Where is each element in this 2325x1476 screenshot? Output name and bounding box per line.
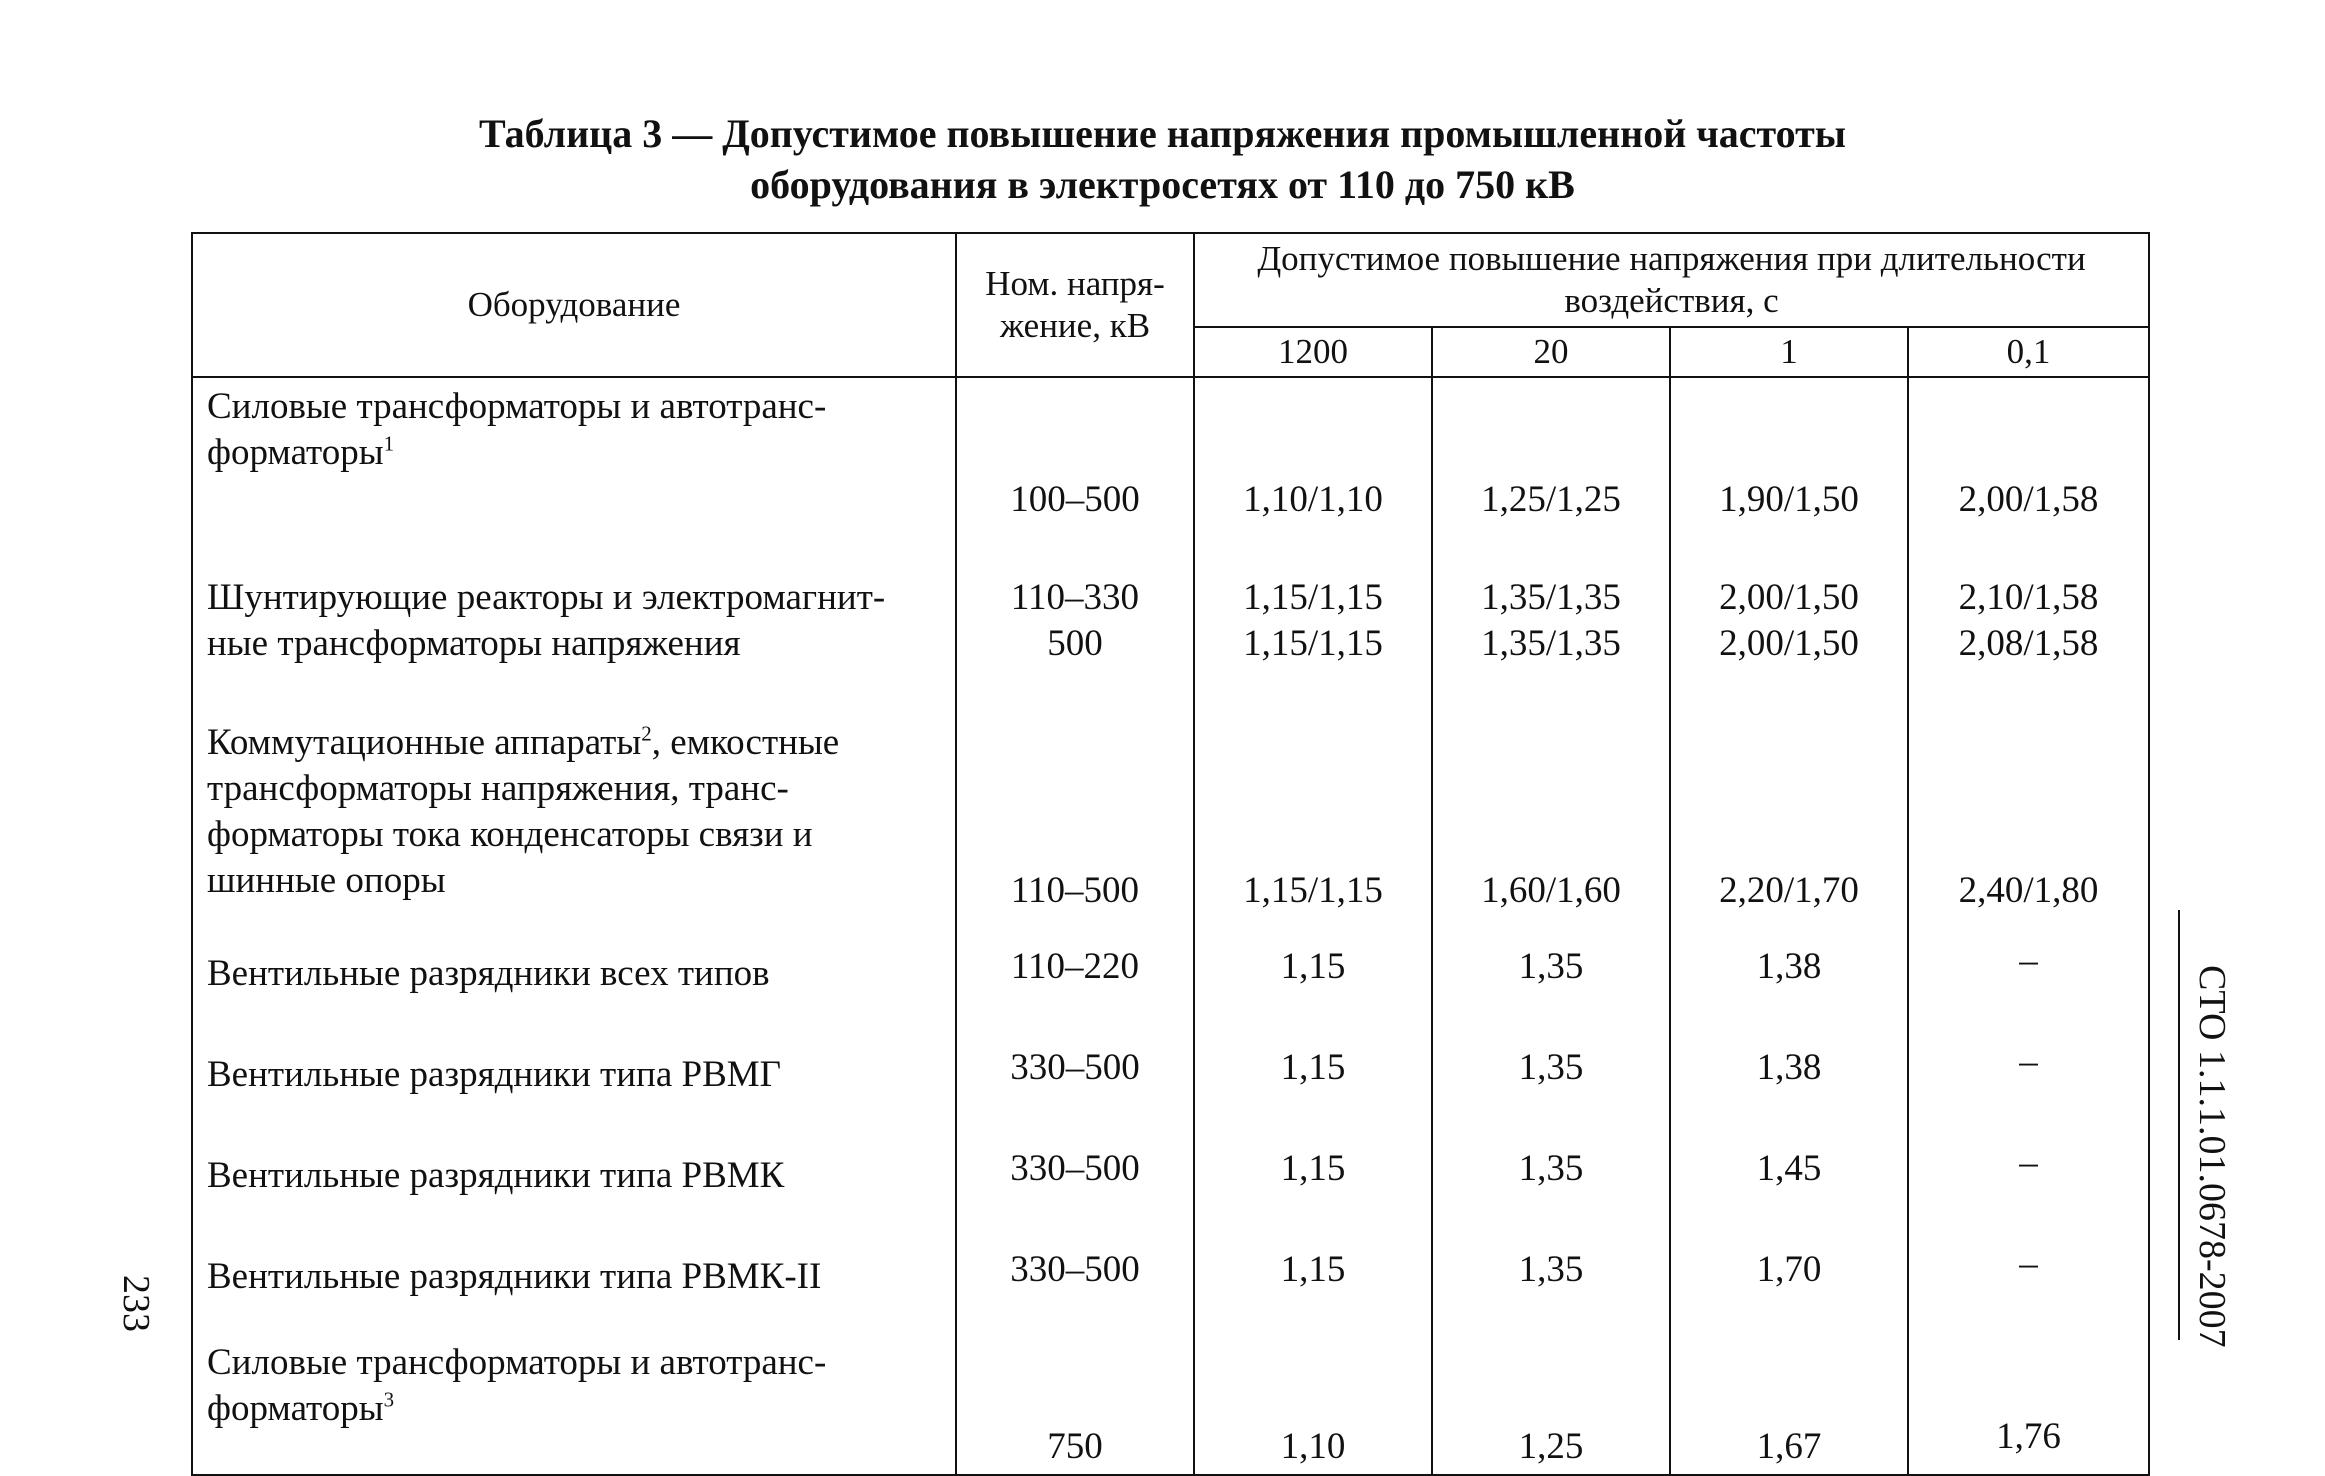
row-value-1: 1,38 — [1670, 916, 1908, 1017]
table-title-line-1: Таблица 3 — Допустимое повышение напряжения промышленной частоты — [478, 111, 1847, 156]
header-nominal-line-2: жение, кВ — [999, 306, 1151, 345]
row-value-1200: 1,15 — [1194, 1219, 1432, 1320]
row-value-1200 — [1194, 555, 1432, 708]
cell-value: 2,10/1,58 — [1958, 577, 2099, 618]
table-row — [192, 1118, 2149, 1219]
page-number: 233 — [115, 1275, 157, 1332]
footnote-marker: 1 — [383, 431, 395, 456]
table-title-line-2: оборудования в электросетях от 110 до 750 кВ — [750, 162, 1575, 207]
footnote-marker: 3 — [383, 1387, 395, 1412]
row-value-20: 1,25/1,25 — [1432, 377, 1670, 555]
row-nominal-voltage: 110–500 — [956, 708, 1194, 916]
row-nominal-voltage: 330–500 — [956, 1118, 1194, 1219]
row-value-1: 1,90/1,50 — [1670, 377, 1908, 555]
row-value-1: 2,20/1,70 — [1670, 708, 1908, 916]
equipment-name-text: , емкостные — [651, 722, 840, 763]
row-equipment-name: Вентильные разрядники типа РВМГ — [192, 1017, 956, 1118]
row-value-0-1: 1,76 — [1908, 1320, 2149, 1475]
equipment-name-line: шинные опоры — [207, 860, 446, 901]
cell-value: 1,35/1,35 — [1481, 577, 1621, 618]
row-value-1: 1,38 — [1670, 1017, 1908, 1118]
header-duration-1200: 1200 — [1194, 327, 1432, 377]
row-equipment-name: Вентильные разрядники типа РВМК-II — [192, 1219, 956, 1320]
header-duration — [1194, 233, 2149, 327]
row-value-0-1: 2,40/1,80 — [1908, 708, 2149, 916]
row-value-0-1 — [1908, 916, 2149, 1017]
row-value-1200: 1,15 — [1194, 1017, 1432, 1118]
voltage-value: 110–330 — [1010, 577, 1140, 618]
row-value-1: 1,70 — [1670, 1219, 1908, 1320]
row-equipment-name: Вентильные разрядники типа РВМК — [192, 1118, 956, 1219]
header-duration-line-2: воздействия, с — [1564, 281, 1779, 320]
header-duration-0-1: 0,1 — [1908, 327, 2149, 377]
row-nominal-voltage: 330–500 — [956, 1219, 1194, 1320]
row-value-20: 1,35 — [1432, 1219, 1670, 1320]
row-nominal-voltage: 330–500 — [956, 1017, 1194, 1118]
table-row — [192, 1219, 2149, 1320]
voltage-value: 500 — [1047, 623, 1103, 664]
table-row — [192, 1320, 2149, 1475]
table-row — [192, 1017, 2149, 1118]
dash-value: – — [2019, 1242, 2038, 1284]
table-row — [192, 708, 2149, 916]
row-value-0-1: 2,00/1,58 — [1908, 377, 2149, 555]
equipment-name-text: форматоры — [207, 1388, 384, 1429]
row-value-1200: 1,10/1,10 — [1194, 377, 1432, 555]
row-value-20: 1,25 — [1432, 1320, 1670, 1475]
row-value-1200: 1,15/1,15 — [1194, 708, 1432, 916]
equipment-name-line — [207, 720, 949, 766]
table-row — [192, 377, 2149, 555]
row-value-0-1 — [1908, 1017, 2149, 1118]
equipment-name-line: Шунтирующие реакторы и электромагнит- — [207, 577, 886, 618]
row-equipment-name — [192, 708, 956, 916]
cell-value: 2,00/1,50 — [1719, 577, 1859, 618]
header-duration-20: 20 — [1432, 327, 1670, 377]
dash-value: – — [2019, 939, 2038, 981]
table-row — [192, 916, 2149, 1017]
row-value-20: 1,35 — [1432, 1017, 1670, 1118]
row-equipment-name — [192, 1320, 956, 1475]
equipment-name-line: форматоры тока конденсаторы связи и — [207, 814, 813, 855]
cell-value: 1,35/1,35 — [1481, 623, 1621, 664]
header-nominal-line-1: Ном. напря- — [985, 264, 1165, 303]
equipment-name-line: Силовые трансформаторы и автотранс- — [207, 386, 827, 427]
dash-value: – — [2019, 1141, 2038, 1183]
document-number: СТО 1.1.1.01.0678-2007 — [2191, 965, 2233, 1348]
row-value-20: 1,60/1,60 — [1432, 708, 1670, 916]
cell-value: 1,15/1,15 — [1243, 623, 1383, 664]
header-equipment: Оборудование — [192, 233, 956, 377]
voltage-table — [191, 232, 2150, 1476]
equipment-name-text: Коммутационные аппараты — [207, 722, 642, 763]
table-title — [0, 108, 2325, 210]
row-value-1200: 1,15 — [1194, 1118, 1432, 1219]
cell-value: 2,08/1,58 — [1958, 623, 2099, 664]
header-duration-line-1: Допустимое повышение напряжения при длительности — [1257, 239, 2086, 278]
row-nominal-voltage: 110–220 — [956, 916, 1194, 1017]
row-nominal-voltage — [956, 555, 1194, 708]
row-equipment-name: Вентильные разрядники всех типов — [192, 916, 956, 1017]
equipment-name-line — [207, 1386, 949, 1432]
equipment-name-line: Силовые трансформаторы и автотранс- — [207, 1342, 827, 1383]
row-equipment-name — [192, 377, 956, 555]
table-row — [192, 555, 2149, 708]
row-value-0-1 — [1908, 1219, 2149, 1320]
row-value-1 — [1670, 555, 1908, 708]
header-nominal-voltage — [956, 233, 1194, 377]
footnote-marker: 2 — [641, 721, 652, 746]
header-duration-1: 1 — [1670, 327, 1908, 377]
equipment-name-line: ные трансформаторы напряжения — [207, 623, 741, 664]
row-value-20: 1,35 — [1432, 1118, 1670, 1219]
row-equipment-name — [192, 555, 956, 708]
row-value-0-1 — [1908, 1118, 2149, 1219]
row-value-1: 1,45 — [1670, 1118, 1908, 1219]
row-value-1: 1,67 — [1670, 1320, 1908, 1475]
equipment-name-line — [207, 430, 949, 476]
dash-value: – — [2019, 1040, 2038, 1082]
row-value-1200: 1,10 — [1194, 1320, 1432, 1475]
row-value-20 — [1432, 555, 1670, 708]
cell-value: 2,00/1,50 — [1719, 623, 1859, 664]
row-nominal-voltage: 100–500 — [956, 377, 1194, 555]
row-value-0-1 — [1908, 555, 2149, 708]
cell-value: 1,15/1,15 — [1243, 577, 1383, 618]
equipment-name-text: форматоры — [207, 432, 384, 473]
row-value-20: 1,35 — [1432, 916, 1670, 1017]
row-nominal-voltage: 750 — [956, 1320, 1194, 1475]
equipment-name-line: трансформаторы напряжения, транс- — [207, 768, 789, 809]
row-value-1200: 1,15 — [1194, 916, 1432, 1017]
